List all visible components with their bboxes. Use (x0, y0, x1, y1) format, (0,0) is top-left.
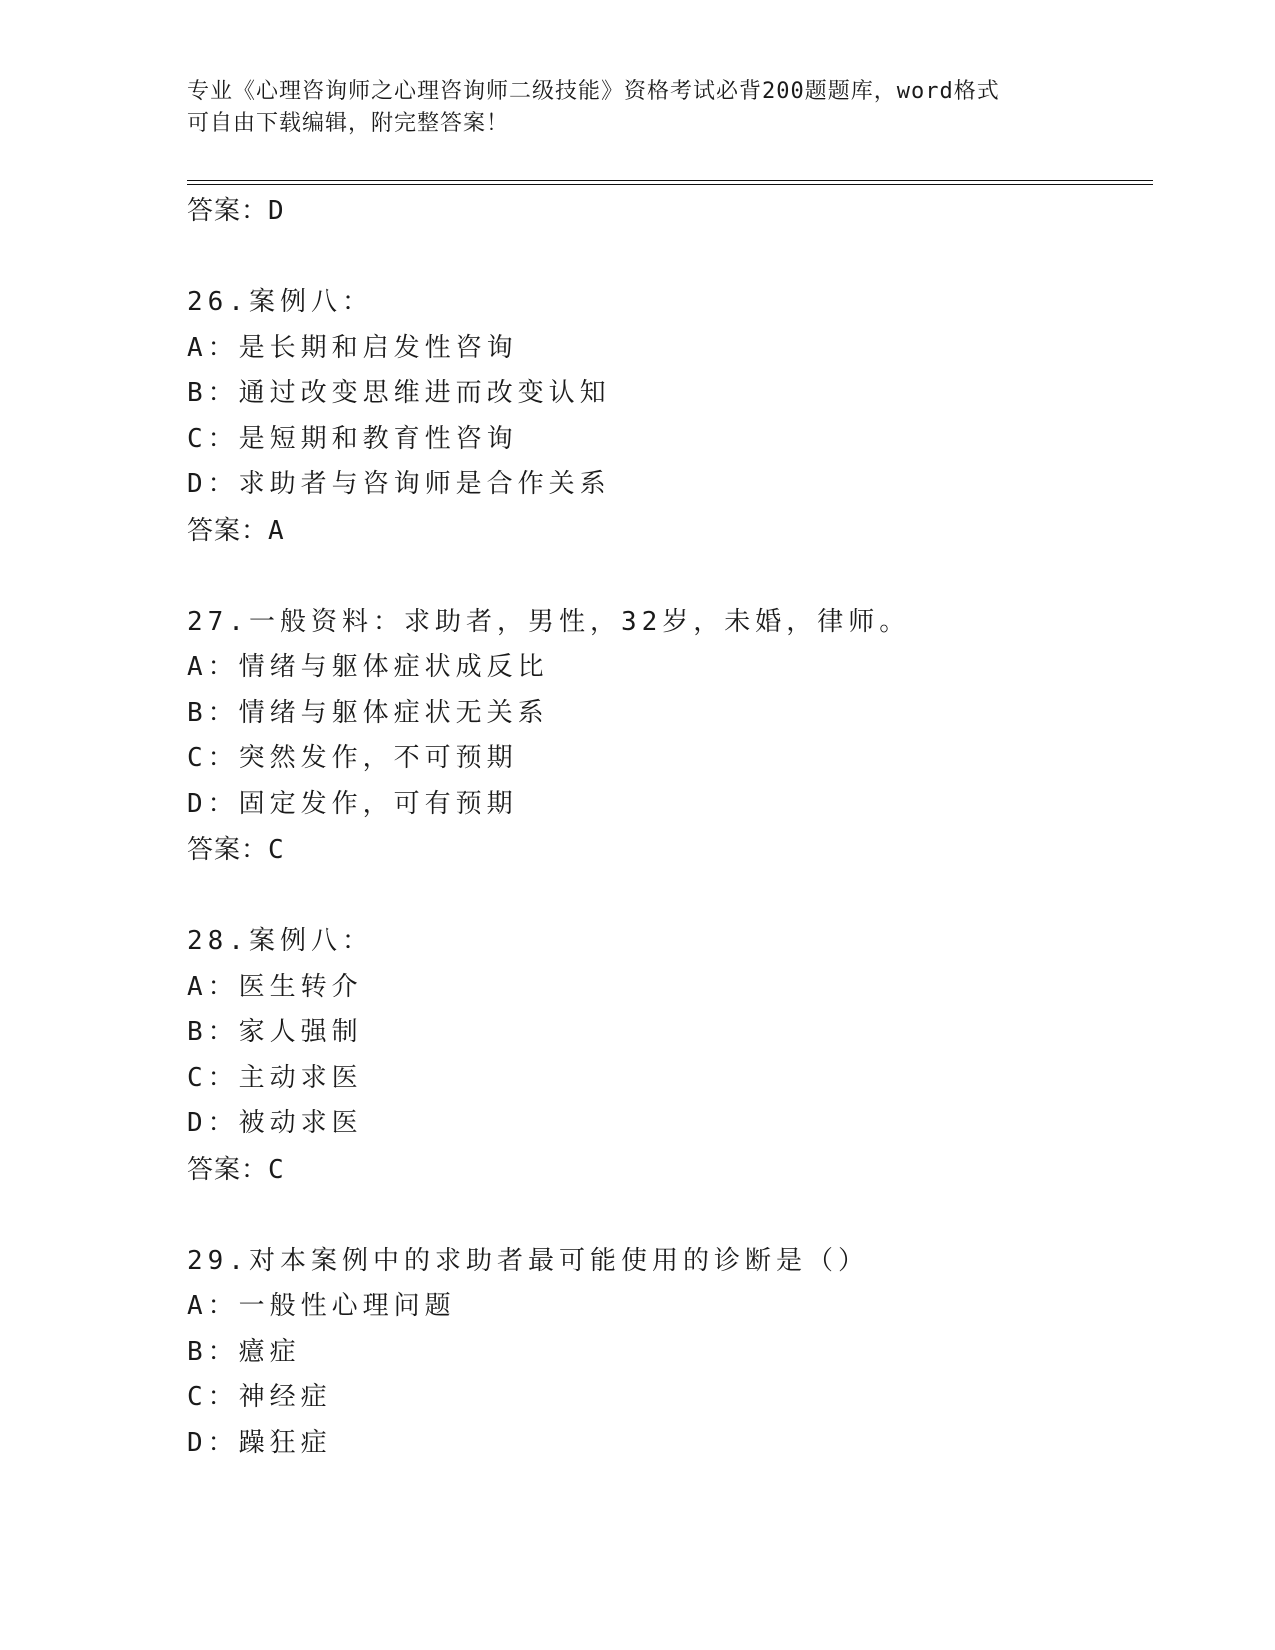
option-c: C：是短期和教育性咨询 (187, 423, 518, 454)
option-d: D：被动求医 (187, 1108, 363, 1138)
option-c: C：神经症 (187, 1382, 332, 1412)
question-stem: 27.一般资料：求助者，男性，32岁，未婚，律师。 (187, 606, 911, 637)
option-d: D：求助者与咨询师是合作关系 (187, 469, 611, 499)
header-line-1: 专业《心理咨询师之心理咨询师二级技能》资格考试必背200题题库，word格式 (187, 79, 1000, 104)
answer-line: 答案：C (187, 1154, 285, 1185)
question-29 (187, 1239, 1147, 1467)
answer-line: 答案：A (187, 515, 285, 546)
option-d: D：躁狂症 (187, 1427, 332, 1458)
header-rule-top (187, 180, 1153, 181)
question-list (187, 188, 1147, 1466)
answer-line: 答案：D (187, 196, 285, 226)
option-d: D：固定发作，可有预期 (187, 788, 518, 819)
option-c: C：主动求医 (187, 1062, 363, 1093)
option-a: A：情绪与躯体症状成反比 (187, 652, 549, 682)
document-header (187, 76, 1087, 140)
option-b: B：癔症 (187, 1336, 301, 1367)
question-26 (187, 280, 1147, 554)
option-a: A：医生转介 (187, 971, 363, 1002)
option-b: B：家人强制 (187, 1017, 363, 1047)
question-28 (187, 919, 1147, 1193)
question-stem: 26.案例八： (187, 287, 373, 317)
option-a: A：是长期和启发性咨询 (187, 332, 518, 363)
answer-line: 答案：C (187, 835, 285, 865)
question-27 (187, 600, 1147, 874)
option-b: B：情绪与躯体症状无关系 (187, 697, 549, 728)
question-stem: 29.对本案例中的求助者最可能使用的诊断是（） (187, 1245, 869, 1276)
option-c: C：突然发作，不可预期 (187, 743, 518, 773)
header-rule-bottom (187, 184, 1153, 185)
question-stem: 28.案例八： (187, 926, 373, 956)
option-b: B：通过改变思维进而改变认知 (187, 378, 611, 408)
header-line-2: 可自由下载编辑，附完整答案！ (187, 111, 510, 136)
option-a: A：一般性心理问题 (187, 1291, 456, 1321)
